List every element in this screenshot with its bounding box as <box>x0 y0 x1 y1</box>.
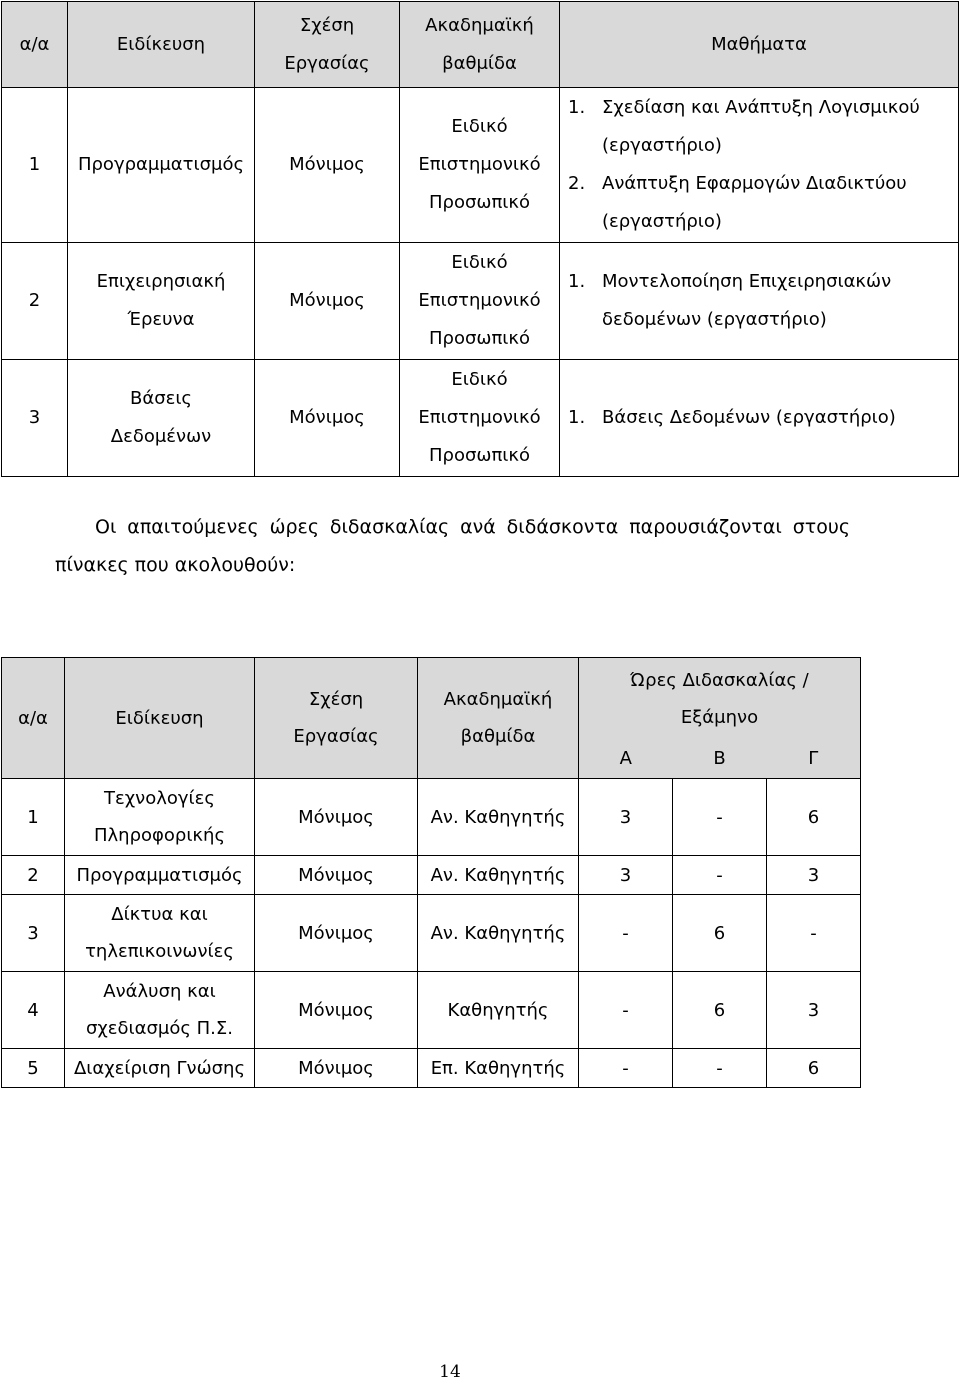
col-header-semester-c: Γ <box>767 740 861 779</box>
page-number: 14 <box>439 1362 461 1382</box>
specialty-line: Επιχειρησιακή <box>96 271 226 292</box>
course-line: Σχεδίαση και Ανάπτυξη Λογισμικού <box>602 97 920 118</box>
course-item <box>568 399 958 437</box>
intro-line: πίνακες που ακολουθούν: <box>55 554 296 576</box>
header-line: Ακαδημαϊκή <box>443 689 553 710</box>
course-line: Ανάπτυξη Εφαρμογών Διαδικτύου <box>602 173 907 194</box>
rank-line: Προσωπικό <box>428 328 530 349</box>
specialty-cell <box>65 1049 255 1088</box>
hours-semester-a: 3 <box>579 779 673 856</box>
row-number: 3 <box>2 360 68 477</box>
table-row <box>2 895 861 972</box>
specialty-cell <box>68 243 255 360</box>
course-line: Βάσεις Δεδομένων (εργαστήριο) <box>602 407 896 428</box>
hours-semester-a: - <box>579 1049 673 1088</box>
course-number: 1. <box>568 407 586 428</box>
intro-line: Οι απαιτούμενες ώρες διδασκαλίας ανά διδάσκοντα παρουσιάζονται στους <box>95 516 850 538</box>
specialty-cell <box>65 895 255 972</box>
specialty-line: Προγραμματισμός <box>76 864 243 886</box>
hours-semester-a: - <box>579 895 673 972</box>
header-line: Σχέση <box>308 689 364 710</box>
row-number: 1 <box>2 779 65 856</box>
relation-cell: Μόνιμος <box>255 88 400 243</box>
relation-cell: Μόνιμος <box>255 779 418 856</box>
rank-line: Προσωπικό <box>428 445 530 466</box>
header-line: Σχέση <box>299 14 355 36</box>
col-header-semester-b: Β <box>673 740 767 779</box>
table-row <box>2 88 959 243</box>
col-header-hours <box>579 658 861 740</box>
relation-cell: Μόνιμος <box>255 895 418 972</box>
header-line: βαθμίδα <box>442 52 517 74</box>
course-line: δεδομένων (εργαστήριο) <box>602 309 827 330</box>
intro-paragraph <box>55 508 850 584</box>
course-line: (εργαστήριο) <box>602 211 722 232</box>
col-header-aa: α/α <box>2 658 65 779</box>
course-number: 1. <box>568 97 586 118</box>
specialty-line: τηλεπικοινωνίες <box>85 941 234 962</box>
col-header-aa: α/α <box>2 2 68 88</box>
rank-cell <box>400 360 560 477</box>
courses-cell <box>560 360 959 477</box>
header-line: Εργασίας <box>284 52 370 74</box>
specialty-cell <box>65 856 255 895</box>
course-item <box>568 89 958 165</box>
header-line: Ώρες Διδασκαλίας / <box>630 669 809 691</box>
col-header-semester-a: Α <box>579 740 673 779</box>
row-number: 3 <box>2 895 65 972</box>
relation-cell: Μόνιμος <box>255 243 400 360</box>
course-number: 2. <box>568 173 586 194</box>
rank-line: Ειδικό <box>451 252 508 273</box>
rank-line: Ειδικό <box>451 116 508 137</box>
specialty-line: Δεδομένων <box>110 426 212 447</box>
specialty-line: σχεδιασμός Π.Σ. <box>85 1018 233 1039</box>
hours-semester-c: 6 <box>767 1049 861 1088</box>
header-line: Ακαδημαϊκή <box>425 14 534 36</box>
rank-cell: Αν. Καθηγητής <box>418 895 579 972</box>
rank-cell: Αν. Καθηγητής <box>418 856 579 895</box>
table-row <box>2 360 959 477</box>
table-header-row <box>2 658 861 740</box>
course-text <box>602 165 958 241</box>
hours-semester-c: 6 <box>767 779 861 856</box>
table-row <box>2 779 861 856</box>
col-header-courses: Μαθήματα <box>560 2 959 88</box>
rank-line: Επιστημονικό <box>418 154 541 175</box>
hours-semester-a: 3 <box>579 856 673 895</box>
specialty-line: Έρευνα <box>127 309 195 330</box>
rank-line: Επιστημονικό <box>418 407 541 428</box>
row-number: 4 <box>2 972 65 1049</box>
course-text <box>602 263 958 339</box>
specialty-cell <box>65 972 255 1049</box>
table-row <box>2 972 861 1049</box>
specialty-cell <box>68 88 255 243</box>
col-header-specialty: Ειδίκευση <box>68 2 255 88</box>
relation-cell: Μόνιμος <box>255 1049 418 1088</box>
header-line: Εργασίας <box>293 726 379 747</box>
table-row <box>2 856 861 895</box>
specialty-cell <box>68 360 255 477</box>
rank-cell <box>400 243 560 360</box>
col-header-specialty: Ειδίκευση <box>65 658 255 779</box>
teaching-hours-table <box>1 657 861 1088</box>
header-line: βαθμίδα <box>460 726 536 747</box>
hours-semester-b: 6 <box>673 895 767 972</box>
col-header-rank <box>400 2 560 88</box>
table-row <box>2 1049 861 1088</box>
course-line: (εργαστήριο) <box>602 135 722 156</box>
table-row <box>2 243 959 360</box>
specialty-line: Τεχνολογίες <box>104 788 215 809</box>
col-header-relation <box>255 2 400 88</box>
courses-cell <box>560 243 959 360</box>
hours-semester-b: - <box>673 779 767 856</box>
relation-cell: Μόνιμος <box>255 360 400 477</box>
table-body <box>2 779 861 1088</box>
rank-cell: Καθηγητής <box>418 972 579 1049</box>
rank-cell <box>400 88 560 243</box>
row-number: 2 <box>2 856 65 895</box>
hours-semester-b: - <box>673 856 767 895</box>
col-header-relation <box>255 658 418 779</box>
row-number: 5 <box>2 1049 65 1088</box>
rank-line: Προσωπικό <box>428 192 530 213</box>
staff-courses-table <box>1 1 959 477</box>
specialty-line: Διαχείριση Γνώσης <box>73 1057 246 1079</box>
hours-semester-c: 3 <box>767 972 861 1049</box>
courses-cell <box>560 88 959 243</box>
specialty-cell <box>65 779 255 856</box>
rank-cell: Αν. Καθηγητής <box>418 779 579 856</box>
specialty-line: Προγραμματισμός <box>77 154 245 175</box>
course-line: Μοντελοποίηση Επιχειρησιακών <box>602 271 892 292</box>
table-header-row <box>2 2 959 88</box>
hours-semester-a: - <box>579 972 673 1049</box>
row-number: 1 <box>2 88 68 243</box>
col-header-rank <box>418 658 579 779</box>
course-item <box>568 263 958 339</box>
hours-semester-c: 3 <box>767 856 861 895</box>
table-body <box>2 88 959 477</box>
specialty-line: Βάσεις <box>129 388 192 409</box>
relation-cell: Μόνιμος <box>255 856 418 895</box>
relation-cell: Μόνιμος <box>255 972 418 1049</box>
specialty-line: Ανάλυση και <box>103 981 216 1002</box>
course-text <box>602 399 958 437</box>
rank-cell: Επ. Καθηγητής <box>418 1049 579 1088</box>
rank-line: Ειδικό <box>451 369 508 390</box>
course-number: 1. <box>568 271 586 292</box>
course-text <box>602 89 958 165</box>
course-item <box>568 165 958 241</box>
specialty-line: Πληροφορικής <box>93 825 226 846</box>
specialty-line: Δίκτυα και <box>111 904 208 925</box>
header-line: Εξάμηνο <box>680 706 759 728</box>
hours-semester-b: 6 <box>673 972 767 1049</box>
hours-semester-c: - <box>767 895 861 972</box>
hours-semester-b: - <box>673 1049 767 1088</box>
rank-line: Επιστημονικό <box>418 290 541 311</box>
row-number: 2 <box>2 243 68 360</box>
